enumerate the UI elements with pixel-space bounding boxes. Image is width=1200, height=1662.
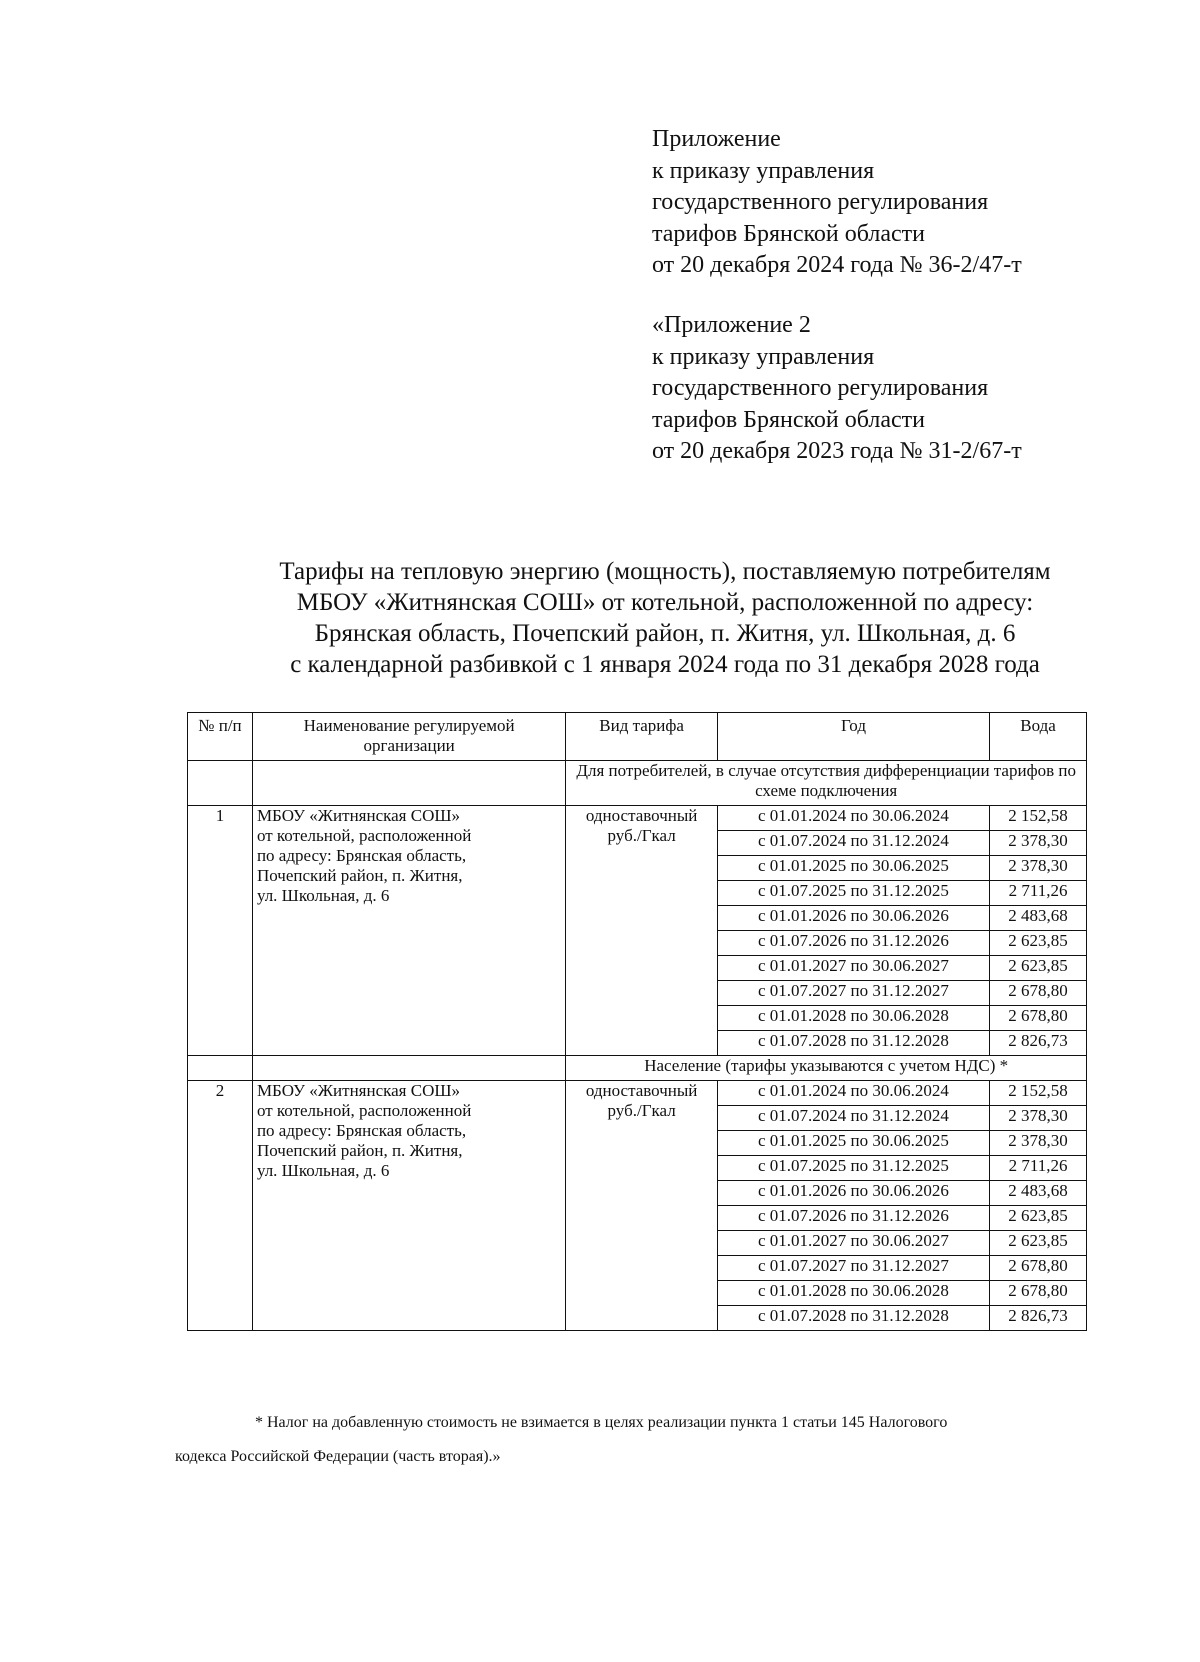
period-cell: с 01.07.2028 по 31.12.2028 [717,1031,989,1056]
period-cell: с 01.01.2027 по 30.06.2027 [717,956,989,981]
period-cell: с 01.07.2027 по 31.12.2027 [717,981,989,1006]
footnote-line: кодекса Российской Федерации (часть вторая).» [175,1448,501,1465]
period-cell: с 01.07.2024 по 31.12.2024 [717,831,989,856]
table-row [188,806,1087,831]
organization-cell [252,806,565,1056]
appendix-line: государственного регулирования [652,189,989,215]
empty-cell [188,761,253,806]
tariff-value-cell: 2 623,85 [990,956,1087,981]
table-header-row [188,713,1087,761]
row-number: 1 [188,806,253,1056]
table-body [188,761,1087,1331]
period-cell: с 01.01.2025 по 30.06.2025 [717,1131,989,1156]
tariff-value-cell: 2 378,30 [990,1106,1087,1131]
empty-cell [252,1056,565,1081]
period-cell: с 01.01.2025 по 30.06.2025 [717,856,989,881]
title-line: Тарифы на тепловую энергию (мощность), поставляемую потребителям [279,558,1051,585]
footnote [175,1406,1095,1474]
period-cell: с 01.01.2028 по 30.06.2028 [717,1006,989,1031]
section-caption-row [188,1056,1087,1081]
tariff-value-cell: 2 678,80 [990,1281,1087,1306]
header-num: № п/п [188,713,253,761]
section-caption: Для потребителей, в случае отсутствия дифференциации тарифов по схеме подключения [566,761,1087,806]
organization-line: Почепский район, п. Житня, [256,866,463,885]
period-cell: с 01.01.2028 по 30.06.2028 [717,1281,989,1306]
document-title [210,556,1120,680]
organization-line: МБОУ «Житнянская СОШ» [256,1081,461,1100]
title-line: МБОУ «Житнянская СОШ» от котельной, расположенной по адресу: [296,589,1034,616]
appendix-line: «Приложение 2 [652,312,811,338]
tariff-type-cell [566,806,718,1056]
tariff-value-cell: 2 483,68 [990,1181,1087,1206]
tariff-value-cell: 2 678,80 [990,1006,1087,1031]
appendix-line: от 20 декабря 2023 года № 31-2/67-т [652,438,1022,464]
tariff-value-cell: 2 623,85 [990,1206,1087,1231]
organization-line: по адресу: Брянская область, [256,846,467,865]
organization-line: Почепский район, п. Житня, [256,1141,463,1160]
period-cell: с 01.07.2026 по 31.12.2026 [717,1206,989,1231]
section-caption: Население (тарифы указываются с учетом НДС) * [566,1056,1087,1081]
row-number: 2 [188,1081,253,1331]
header-org: Наименование регулируемой организации [252,713,565,761]
organization-line: ул. Школьная, д. 6 [256,886,390,905]
tariff-value-cell: 2 483,68 [990,906,1087,931]
tariff-table [187,712,1087,1331]
period-cell: с 01.01.2024 по 30.06.2024 [717,806,989,831]
period-cell: с 01.01.2024 по 30.06.2024 [717,1081,989,1106]
period-cell: с 01.01.2027 по 30.06.2027 [717,1231,989,1256]
previous-appendix-header [652,310,1172,468]
tariff-value-cell: 2 378,30 [990,1131,1087,1156]
tariff-type-line: руб./Гкал [607,826,676,845]
footnote-line: * Налог на добавленную стоимость не взимается в целях реализации пункта 1 статьи 145 Налогового [255,1414,948,1431]
table-row [188,1081,1087,1106]
tariff-value-cell: 2 152,58 [990,806,1087,831]
appendix-line: к приказу управления [652,157,875,184]
appendix-line: от 20 декабря 2024 года № 36-2/47-т [652,252,1022,278]
title-line: Брянская область, Почепский район, п. Житня, ул. Школьная, д. 6 [314,620,1016,647]
period-cell: с 01.07.2025 по 31.12.2025 [717,1156,989,1181]
organization-line: МБОУ «Житнянская СОШ» [256,806,461,825]
header-type: Вид тарифа [566,713,718,761]
organization-line: по адресу: Брянская область, [256,1121,467,1140]
tariff-value-cell: 2 623,85 [990,1231,1087,1256]
appendix-line: к приказу управления [652,343,875,370]
period-cell: с 01.07.2027 по 31.12.2027 [717,1256,989,1281]
tariff-value-cell: 2 378,30 [990,856,1087,881]
organization-cell [252,1081,565,1331]
tariff-value-cell: 2 711,26 [990,1156,1087,1181]
empty-cell [188,1056,253,1081]
period-cell: с 01.07.2024 по 31.12.2024 [717,1106,989,1131]
period-cell: с 01.01.2026 по 30.06.2026 [717,906,989,931]
tariff-value-cell: 2 623,85 [990,931,1087,956]
tariff-value-cell: 2 711,26 [990,881,1087,906]
period-cell: с 01.07.2025 по 31.12.2025 [717,881,989,906]
organization-line: от котельной, расположенной [256,1101,472,1120]
tariff-type-line: одноставочный [585,1081,698,1100]
tariff-type-line: одноставочный [585,806,698,825]
tariff-value-cell: 2 826,73 [990,1031,1087,1056]
period-cell: с 01.07.2028 по 31.12.2028 [717,1306,989,1331]
header-year: Год [717,713,989,761]
appendix-line: Приложение [652,126,781,152]
appendix-line: государственного регулирования [652,375,989,401]
tariff-type-cell [566,1081,718,1331]
organization-line: от котельной, расположенной [256,826,472,845]
empty-cell [252,761,565,806]
section-caption-row [188,761,1087,806]
title-line: с календарной разбивкой с 1 января 2024 года по 31 декабря 2028 года [290,651,1040,678]
tariff-value-cell: 2 152,58 [990,1081,1087,1106]
appendix-line: тарифов Брянской области [652,406,925,433]
organization-line: ул. Школьная, д. 6 [256,1161,390,1180]
tariff-type-line: руб./Гкал [607,1101,676,1120]
appendix-line: тарифов Брянской области [652,220,925,247]
tariff-value-cell: 2 678,80 [990,981,1087,1006]
header-value: Вода [990,713,1087,761]
period-cell: с 01.01.2026 по 30.06.2026 [717,1181,989,1206]
tariff-value-cell: 2 378,30 [990,831,1087,856]
tariff-value-cell: 2 678,80 [990,1256,1087,1281]
appendix-header [652,124,1172,282]
tariff-value-cell: 2 826,73 [990,1306,1087,1331]
period-cell: с 01.07.2026 по 31.12.2026 [717,931,989,956]
